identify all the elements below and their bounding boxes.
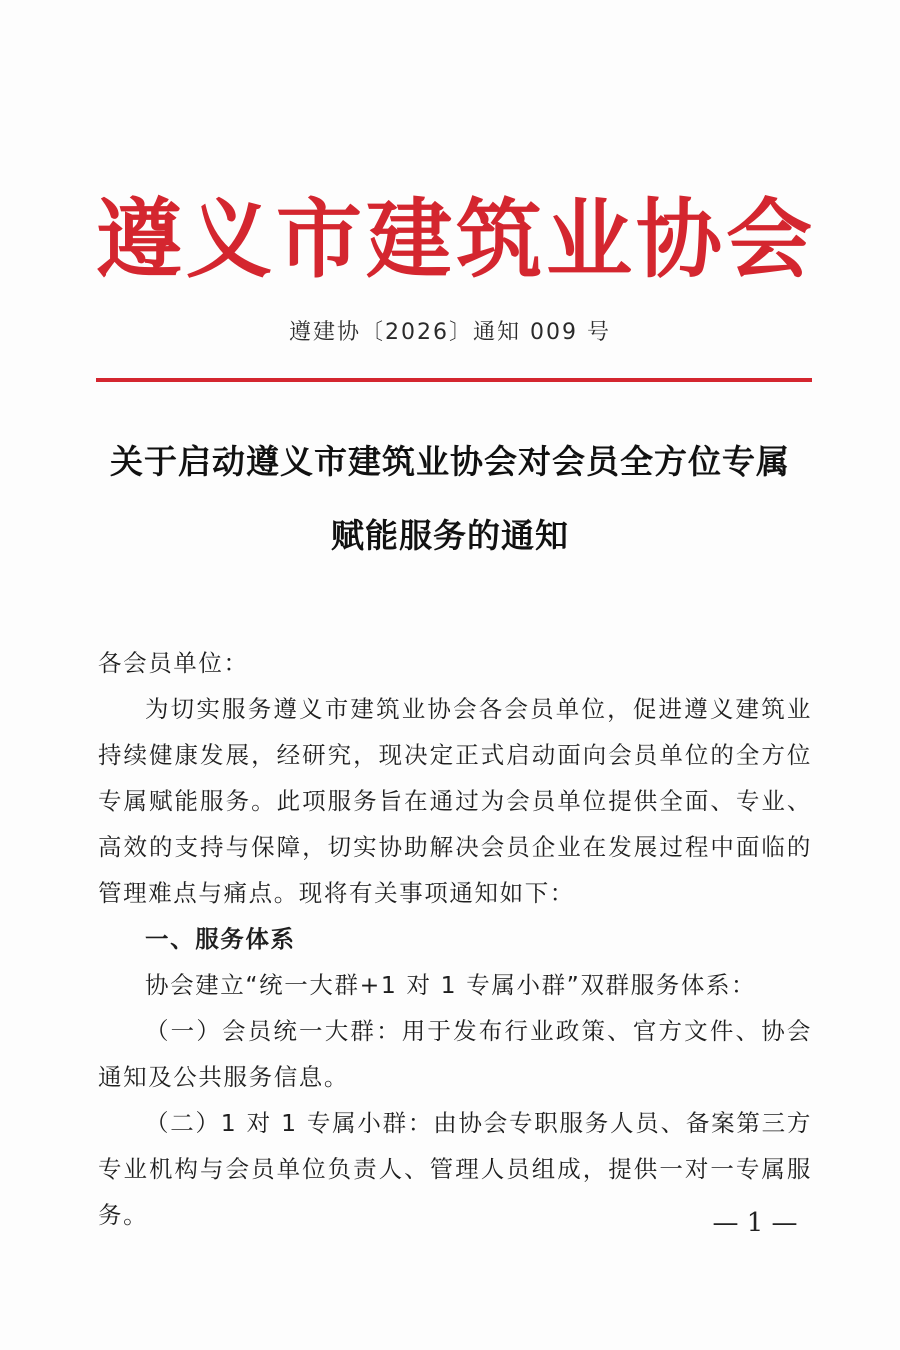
service-item-2: （二）1 对 1 专属小群：由协会专职服务人员、备案第三方专业机构与会员单位负责人、管理人员组成，提供一对一专属服务。: [98, 1109, 812, 1229]
red-divider-rule: [96, 378, 812, 382]
section-1-intro: 协会建立“统一大群+1 对 1 专属小群”双群服务体系：: [145, 971, 757, 999]
document-title-line-2: 赋能服务的通知: [331, 516, 569, 555]
document-body: [98, 640, 812, 1238]
service-item-1: （一）会员统一大群：用于发布行业政策、官方文件、协会通知及公共服务信息。: [98, 1017, 812, 1091]
intro-paragraph: 为切实服务遵义市建筑业协会各会员单位，促进遵义建筑业持续健康发展，经研究，现决定正式启动面向会员单位的全方位专属赋能服务。此项服务旨在通过为会员单位提供全面、专业、高效的支持与保障，切实协助解决会员企业在发展过程中面临的管理难点与痛点。现将有关事项通知如下：: [98, 695, 812, 907]
org-name-header: 遵义市建筑业协会: [96, 189, 816, 290]
section-heading-1: 一、服务体系: [145, 925, 296, 953]
salutation: 各会员单位：: [98, 649, 249, 677]
document-number: 遵建协〔2026〕通知 009 号: [289, 320, 611, 345]
document-title-line-1: 关于启动遵义市建筑业协会对会员全方位专属: [110, 442, 790, 481]
page-number: — 1 —: [712, 1208, 798, 1238]
